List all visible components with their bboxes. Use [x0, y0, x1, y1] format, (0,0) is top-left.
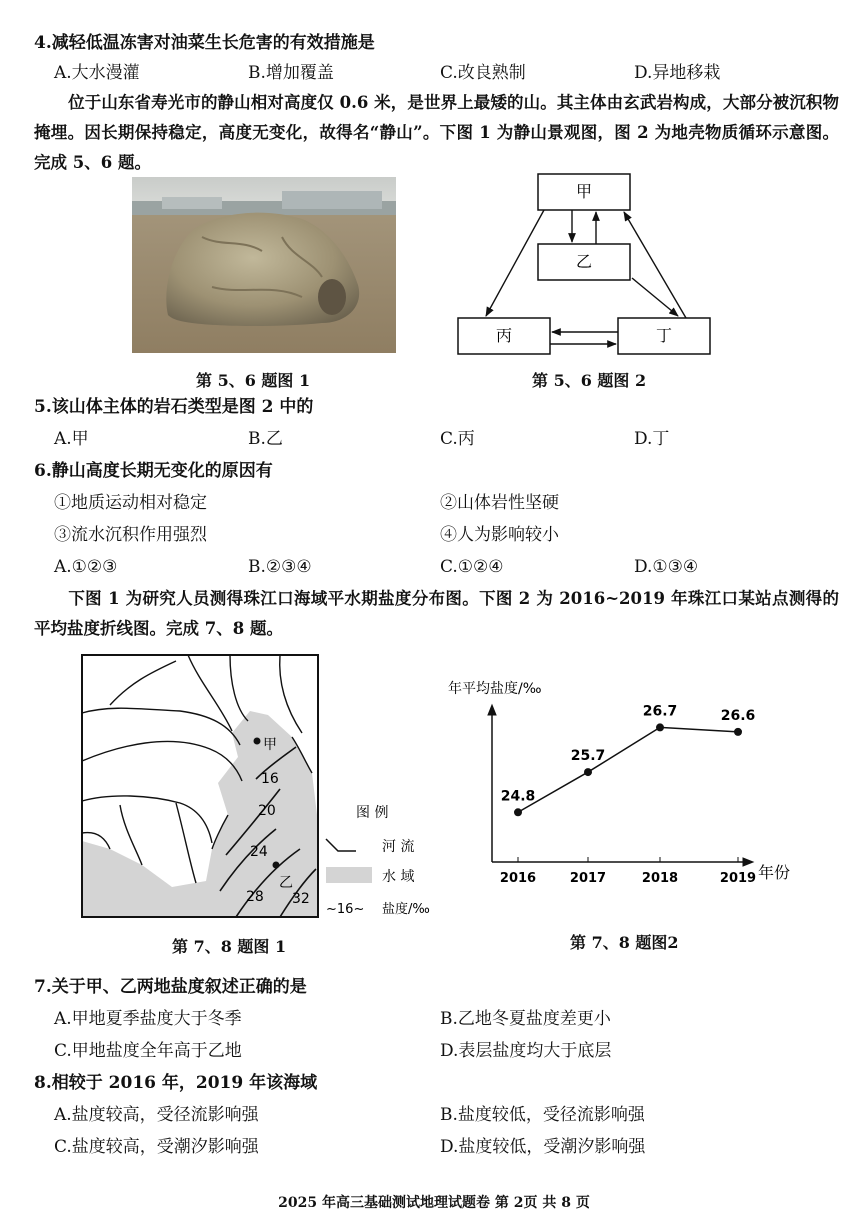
legend-salinity-value: 16: [336, 902, 354, 917]
q6-item-1: ①地质运动相对稳定: [54, 493, 207, 513]
x-tick-label-2018: 2018: [641, 871, 679, 886]
q5-stem: 5.该山体主体的岩石类型是图 2 中的: [34, 397, 314, 417]
x-tick-label-2017: 2017: [569, 871, 607, 886]
q8-option-c: C.盐度较高，受潮汐影响强: [54, 1137, 259, 1157]
data-point-2018: [656, 723, 664, 731]
q4-stem: 4.减轻低温冻害对油菜生长危害的有效措施是: [34, 33, 375, 53]
q8-option-d: D.盐度较低，受潮汐影响强: [440, 1137, 646, 1157]
q7-option-d: D.表层盐度均大于底层: [440, 1041, 612, 1061]
jingshan-photo: [132, 177, 396, 353]
salinity-line-chart: [440, 672, 800, 892]
point-yi-label: 乙: [279, 875, 293, 891]
isoline-label-20: 20: [258, 803, 276, 819]
q6-option-d: D.①③④: [634, 557, 699, 577]
box-yi-label: 乙: [575, 252, 593, 271]
series-line: [518, 727, 738, 812]
q6-option-b: B.②③④: [248, 557, 312, 577]
x-tick-label-2019: 2019: [719, 871, 757, 886]
legend-salinity-label: 盐度/‰: [382, 902, 430, 917]
chart-ylabel: 年平均盐度/‰: [448, 681, 542, 697]
data-point-2016: [514, 808, 522, 816]
fig56-caption-2: 第 5、6 题图 2: [532, 371, 647, 390]
chart-caption: 第 7、8 题图2: [570, 933, 679, 952]
legend-water-symbol: [326, 867, 372, 883]
legend-water-label: 水 域: [382, 869, 415, 885]
box-ding-label: 丁: [655, 326, 673, 345]
data-label-2019: 26.6: [720, 707, 756, 724]
salinity-map: [80, 653, 444, 919]
point-yi-marker: [273, 862, 280, 869]
page-footer: 2025 年高三基础测试地理试题卷 第 2页 共 8 页: [278, 1195, 590, 1211]
legend-river-symbol: [326, 839, 356, 851]
q7-option-b: B.乙地冬夏盐度差更小: [440, 1009, 611, 1029]
q4-option-b: B.增加覆盖: [248, 63, 334, 83]
chart-xlabel: 年份: [758, 863, 791, 882]
fig56-caption-1: 第 5、6 题图 1: [196, 371, 311, 390]
q6-stem: 6.静山高度长期无变化的原因有: [34, 461, 273, 481]
q7-option-c: C.甲地盐度全年高于乙地: [54, 1041, 242, 1061]
q6-option-a: A.①②③: [54, 557, 118, 577]
data-label-2018: 26.7: [642, 703, 678, 720]
q8-stem: 8.相较于 2016 年，2019 年该海域: [34, 1073, 318, 1093]
isoline-label-28: 28: [246, 889, 264, 905]
q5-option-a: A.甲: [54, 429, 89, 449]
q5-option-b: B.乙: [248, 429, 283, 449]
q8-option-b: B.盐度较低，受径流影响强: [440, 1105, 645, 1125]
data-label-2017: 25.7: [570, 748, 606, 765]
q7-stem: 7.关于甲、乙两地盐度叙述正确的是: [34, 977, 307, 997]
legend-river-label: 河 流: [382, 839, 415, 855]
isoline-label-16: 16: [261, 771, 279, 787]
point-jia-marker: [254, 738, 261, 745]
q5-option-c: C.丙: [440, 429, 475, 449]
box-bing-label: 丙: [495, 326, 513, 345]
legend-title: 图 例: [356, 805, 389, 821]
q7-option-a: A.甲地夏季盐度大于冬季: [54, 1009, 242, 1029]
data-point-2019: [734, 728, 742, 736]
legend-salinity-symbol: ~16~: [326, 902, 365, 917]
q5-option-d: D.丁: [634, 429, 670, 449]
q4-option-d: D.异地移栽: [634, 63, 721, 83]
x-tick-label-2016: 2016: [499, 871, 537, 886]
q8-option-a: A.盐度较高，受径流影响强: [54, 1105, 259, 1125]
q4-option-c: C.改良熟制: [440, 63, 526, 83]
passage-5-6: 位于山东省寿光市的静山相对高度仅 0.6 米，是世界上最矮的山。其主体由玄武岩构成，大部分被沉积物掩埋。因长期保持稳定，高度无变化，故得名“静山”。下图 1 为静山景观图，图 2 为地壳物质循环示意图。完成 5、6 题。: [34, 93, 839, 172]
passage-7-8: 下图 1 为研究人员测得珠江口海域平水期盐度分布图。下图 2 为 2016~2019 年珠江口某站点测得的平均盐度折线图。完成 7、8 题。: [34, 589, 839, 638]
q6-item-3: ③流水沉积作用强烈: [54, 525, 207, 545]
q6-option-c: C.①②④: [440, 557, 504, 577]
q6-item-4: ④人为影响较小: [440, 525, 559, 545]
isoline-label-24: 24: [250, 844, 268, 860]
isoline-label-32: 32: [292, 891, 310, 907]
box-jia-label: 甲: [575, 182, 593, 201]
data-label-2016: 24.8: [500, 788, 536, 805]
q4-option-a: A.大水漫灌: [54, 63, 140, 83]
map-caption: 第 7、8 题图 1: [172, 937, 287, 956]
point-jia-label: 甲: [263, 737, 277, 753]
data-point-2017: [584, 768, 592, 776]
q6-item-2: ②山体岩性坚硬: [440, 493, 559, 513]
rock-cycle-diagram: [456, 172, 716, 358]
